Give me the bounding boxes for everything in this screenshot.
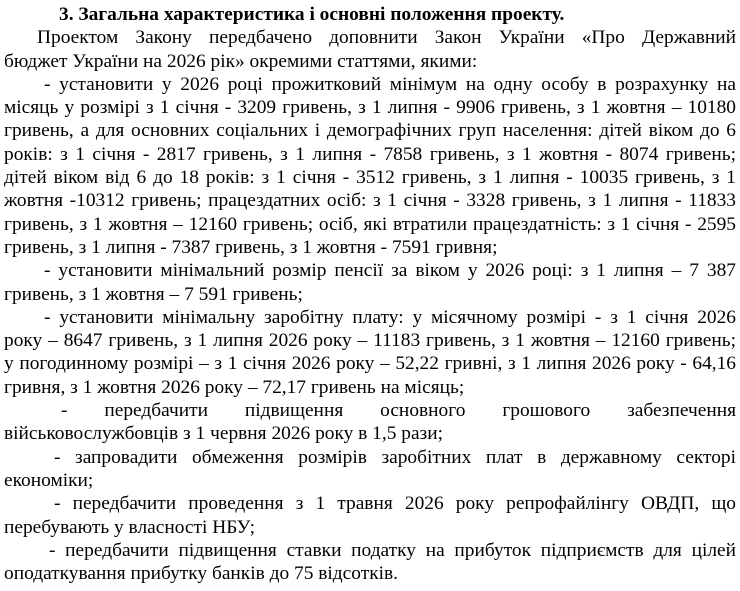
paragraph-line: гривень, а для основних соціальних і демографічних груп населення: дітей віком до 6	[4, 120, 736, 142]
paragraph-line: бюджет України на 2026 рік» окремими статтями, якими:	[4, 50, 478, 72]
paragraph-line: оподаткування прибутку банків до 75 відсотків.	[4, 563, 399, 585]
paragraph-line: гривень, з 1 жовтня – 7 591 гривень;	[4, 283, 303, 305]
paragraph-line: місяць у розмірі з 1 січня - 3209 гривень, з 1 липня - 9906 гривень, з 1 жовтня – 10180	[4, 97, 736, 119]
document-page	[0, 3, 740, 591]
paragraph-line: економіки;	[4, 469, 94, 491]
paragraph-line: Проектом Закону передбачено доповнити Закон України «Про Державний	[37, 27, 736, 49]
paragraph-line: - передбачити проведення з 1 травня 2026 року репрофайлінгу ОВДП, що	[54, 493, 736, 515]
paragraph-line: жовтня -10312 гривень; працездатних осіб: з 1 січня - 3328 гривень, з 1 липня - 11833	[4, 190, 736, 212]
paragraph-line: дітей віком від 6 до 18 років: з 1 січня - 3512 гривень, з 1 липня - 10035 гривень, з 1	[4, 167, 736, 189]
paragraph-line: у погодинному розмірі – з 1 січня 2026 року – 52,22 гривні, з 1 липня 2026 року - 64,16	[4, 353, 736, 375]
paragraph-line: гривень, з 1 жовтня – 12160 гривень; осіб, які втратили працездатність: з 1 січня - 2595	[4, 213, 736, 235]
paragraph-line: - установити мінімальну заробітну плату: у місячному розмірі - з 1 січня 2026	[44, 306, 736, 328]
paragraph-line: - передбачити підвищення основного грошового забезпечення	[61, 400, 736, 422]
paragraph-line: - установити мінімальний розмір пенсії за віком у 2026 році: з 1 липня – 7 387	[44, 260, 736, 282]
paragraph-line: військовослужбовців з 1 червня 2026 року в 1,5 рази;	[4, 423, 443, 445]
paragraph-line: років: з 1 січня - 2817 гривень, з 1 липня - 7858 гривень, з 1 жовтня - 8074 гривень;	[4, 143, 736, 165]
section-heading: 3. Загальна характеристика і основні положення проекту.	[59, 4, 565, 25]
paragraph-line: гривня, з 1 жовтня 2026 року – 72,17 гривень на місяць;	[4, 376, 465, 398]
paragraph-line: - запровадити обмеження розмірів заробітних плат в державному секторі	[54, 446, 736, 468]
paragraph-line: перебувають у власності НБУ;	[4, 516, 256, 538]
paragraph-line: - передбачити підвищення ставки податку на прибуток підприємств для цілей	[49, 539, 736, 561]
paragraph-line: - установити у 2026 році прожитковий мінімум на одну особу в розрахунку на	[44, 73, 736, 95]
paragraph-line: року – 8647 гривень, з 1 липня 2026 року – 11183 гривень, з 1 жовтня – 12160 гривень;	[4, 330, 736, 352]
paragraph-line: гривень, з 1 липня - 7387 гривень, з 1 жовтня - 7591 гривня;	[4, 236, 498, 258]
